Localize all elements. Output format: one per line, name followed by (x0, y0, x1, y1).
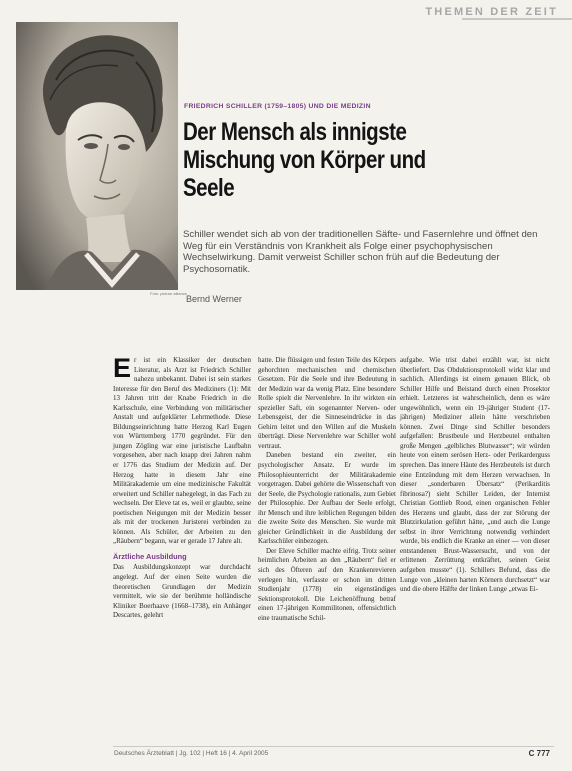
paragraph: Der Eleve Schiller machte eifrig. Trotz seiner heimlichen Arbeiten an den „Räubern“ fiel er sich des Öfteren auf den Krankenrevieren verlegen hin, verfasste er schon im dritten Studienjahr (1778) ein eigenständiges Sektionsprotokoll. Die Leichenöffnung betraf einen 17-jährigen Kommilitonen, offensichtlich eine traumatische Schil- (258, 546, 396, 622)
paragraph: aufgabe. Wie trist dabei erzählt war, ist nicht überliefert. Das Obduktionsprotokoll wirkt klar und sachlich. Allerdings ist einem genauen Blick, ob Schiller Hilfe und Beistand durch einen Prosektor erhielt. Letzteres ist wahrscheinlich, denn es wäre ungewöhnlich, wenn ein 19-jähriger Student (17-jährigen) Mediziner allein hätte verschrieben können. Zwei Dinge sind Schiller besonders aufgefallen: Brustbeule und Herzbeutel enthalten große Mengen „gelbliches Blutwasser“; wir würden heute von einem serösen Herz- oder Perikarderguss sprechen. Das innere Häute des Herzbeutels ist durch eine Entzündung mit dem Herzen verwachsen. In dieser „sonderbaren Übersatz“ (Perikarditis fibrinosa?) sieht Schiller Leiden, der Internist Christian Gottlieb Rood, einen organischen Fehler des Herzens und glaubt, dass der zur Störung der Blutzirkulation geführt hätte, „und auch die Lunge selbst in ihrer Verrichtung notwendig verhindert wurde, bis endlich die Kranke an einer — von dieser entstandenen Brust-Wassersucht, und von der erlittenen Zerrüttung entkräftet, seinen Geist aufgeben musste“ (1). Schillers Befund, dass die Lunge von „kleinen harten Körnern durchsetzt“ war und die obere Hälfte der linken Lunge „etwas Ei- (400, 356, 550, 594)
paragraph: Das Ausbildungskonzept war durchdacht angelegt. Auf der einen Seite wurden die theoretischen Grundlagen der Medizin vermittelt, wie sie der berühmte holländische Kliniker Boerhaave (1668–1738), ein Anhänger Descartes, gelehrt (113, 563, 251, 620)
paragraph-text: r ist ein Klassiker der deutschen Literatur, als Arzt ist Friedrich Schiller nahezu unbekannt. Dabei ist sein starkes Interesse für den Beruf des Mediziners (1): Mit 13 Jahren tritt der Knabe Friedrich in die Karlsschule, eine Verbindung von militärischer Anstalt und aufgeklärter Lehrmethode. Diese Bildungseinrichtung hatte Herzog Karl Eugen von Württemberg 1770 gegründet. Für den jungen Zögling war eine juristische Laufbahn vorgesehen, aber nach knapp drei Jahren nahm er 1776 das Studium der Medizin auf. Der Herzog hatte in diesem Jahr eine Militärakademie um eine medizinische Fakultät erweitert und Schiller nahegelegt, in das Fach zu wechseln. Der Eleve tat es, weil er glaubte, seine poetischen Neigungen mit der Medizin besser als mit der trockenen Juristerei verbinden zu können. Als Schüler, der Arbeiten zu den „Räubern“ begann, war er gerade 17 Jahre alt. (113, 356, 251, 546)
article-lead: Schiller wendet sich ab von der traditionellen Säfte- und Fasernlehre und öffnet den Weg für ein Verständnis von Krankheit als Folge einer psychophysischen Wechselwirkung. Damit verweist Schiller schon früh auf die Bedeutung der Psychosomatik. (183, 229, 538, 275)
page-number: C 777 (528, 749, 550, 758)
section-label: THEMEN DER ZEIT (425, 6, 558, 18)
journal-citation: Deutsches Ärzteblatt | Jg. 102 | Heft 16 | 4. April 2005 (114, 750, 269, 757)
article-headline: Der Mensch als innigste Mischung von Körper und Seele (183, 118, 426, 202)
photo-credit: Foto: picture alliance (150, 291, 187, 296)
portrait-drawing (16, 22, 178, 290)
article-author: Bernd Werner (186, 294, 242, 304)
footer-rule (113, 746, 554, 747)
paragraph (113, 353, 251, 547)
article-kicker: FRIEDRICH SCHILLER (1759–1805) UND DIE MEDIZIN (184, 103, 371, 110)
text-column-1 (113, 353, 251, 621)
text-column-2 (258, 356, 396, 623)
header-rule (462, 18, 572, 20)
paragraph: hatte. Die flüssigen und festen Teile des Körpers gehorchten mechanischen und chemischen Gesetzen. Für die Seele und ihre Bedeutung in der Medizin war da wenig Platz. Eine besondere Rolle spielt die Nervenlehre. In ihr wirkten ein spezieller Saft, ein sogenannter Nerven- oder Lebensgeist, der die Sinneseindrücke in das Gehirn leitet und den Willen auf die Muskeln überträgt. Diese Nervenlehre war Schiller wohl vertraut. (258, 356, 396, 450)
section-subhead: Ärztliche Ausbildung (113, 551, 187, 561)
schiller-portrait-image (16, 22, 178, 290)
text-column-3 (400, 356, 550, 595)
paragraph: Daneben bestand ein zweiter, ein psychologischer Ansatz. Er wurde im Philosophieunterricht der Militärakademie vorgetragen. Dabei gehörte die Wissenschaft von der Seele, die Psychologie rationalis, zum Gebiet der Philosophie. Der Aufbau der Seele erfolgt, ihr Mensch und ihre leiblichen Regungen bilden die zweite Seite des Menschen. Sie wurde mit gleicher Gründlichkeit in die Ausbildung der Karlsschüler einbezogen. (258, 451, 396, 546)
drop-cap: E (113, 353, 132, 383)
